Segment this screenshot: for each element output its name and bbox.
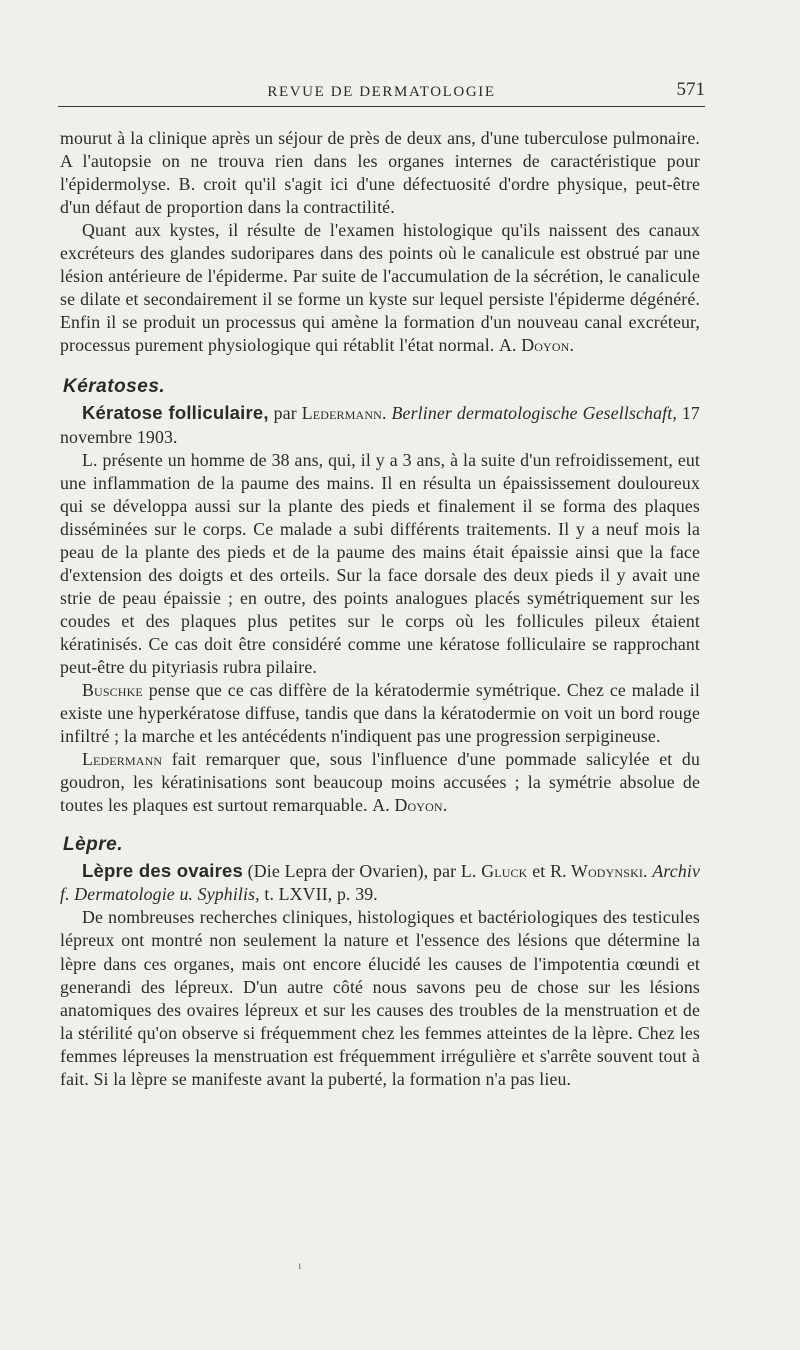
volume-ref: t. LXVII, p. 39. — [264, 884, 378, 905]
paragraph — [60, 748, 700, 817]
journal: Archiv f. Dermatologie u. Syphilis, — [60, 861, 700, 905]
signature: A. Doyon. — [372, 795, 448, 816]
author: L. Gluck — [460, 861, 528, 882]
person-name: Ledermann — [82, 749, 163, 770]
page-number: 571 — [676, 79, 705, 100]
signature: A. Doyon. — [499, 335, 575, 356]
paragraph — [60, 219, 700, 357]
section-heading-lepre: Lèpre. — [63, 834, 124, 856]
article-title: Kératose folliculaire, — [82, 402, 269, 424]
page-header — [58, 80, 705, 107]
running-title: REVUE DE DERMATOLOGIE — [267, 84, 496, 100]
paragraph — [60, 679, 700, 748]
subtitle: (Die Lepra der Ovarien), par — [247, 861, 457, 882]
article-title: Lèpre des ovaires — [82, 860, 243, 882]
paragraph: mourut à la clinique après un séjour de près de deux ans, d'une tuberculose pulmonaire. A l'autopsie on ne trouva rien dans les organes internes de caractéristique pour l'épidermolyse. B. croit qu'il s'agit ici d'une défectuosité d'ordre physique, peut-être d'un défaut de proportion dans la contractilité. — [60, 128, 700, 218]
person-name: Buschke — [82, 680, 143, 701]
by-word: par — [273, 403, 297, 424]
and-word: et — [532, 861, 546, 882]
author: R. Wodynski. — [550, 861, 648, 882]
page-mark: ı — [298, 1258, 302, 1272]
paragraph-text: Quant aux kystes, il résulte de l'examen histologique qu'ils naissent des canaux excréteurs des glandes sudoripares dans des points où le canalicule est obstrué par une lésion antérieure de l'épiderme. Par suite de l'accumulation de la sécrétion, le canalicule se dilate et secondairement il se forme un kyste sur lequel persiste l'épiderme dégénéré. Enfin il se produit un processus qui amène la formation d'un nouveau canal excréteur, processus purement physiologique qui rétablit l'état normal. — [60, 220, 700, 356]
section-heading-keratoses: Kératoses. — [63, 376, 166, 398]
article-body — [60, 127, 700, 1091]
paragraph-text: pense que ce cas diffère de la kératodermie symétrique. Chez ce malade il existe une hyperkératose diffuse, tandis que dans la kératodermie on voit un bord rouge infiltré ; la marche et les antécédents n'indiquent pas une progression serpigineuse. — [60, 680, 700, 747]
author: Ledermann. — [301, 403, 387, 424]
paragraph: De nombreuses recherches cliniques, histologiques et bactériologiques des testicules lépreux ont montré non seulement la nature et l'essence des lésions que détermine la lèpre dans ces organes, mais ont encore élucidé les causes de l'impotentia cœundi et generandi des lépreux. D'un autre côté nous savons peu de chose sur les lésions anatomiques des ovaires lépreux et sur les causes des troubles de la menstruation et de la stérilité qu'on observe si fréquemment chez les femmes atteintes de la lèpre. Chez les femmes lépreuses la menstruation est fréquemment irrégulière et s'arrête souvent tout à fait. Si la lèpre se manifeste avant la puberté, la formation n'a pas lieu. — [60, 907, 700, 1089]
paragraph-text: fait remarquer que, sous l'influence d'une pommade salicylée et du goudron, les kératinisations sont beaucoup moins accusées ; la symétrie absolue de toutes les plaques est surtout remarquable. — [60, 749, 700, 816]
paragraph: L. présente un homme de 38 ans, qui, il y a 3 ans, à la suite d'un refroidissement, eut une inflammation de la paume des mains. Il en résulta un épaississement douloureux qui se développa aussi sur la plante des pieds et finalement il se forma des plaques disséminées sur le corps. Ce malade a subi différents traitements. Il y a neuf mois la peau de la plante des pieds et de la paume des mains était épaissie ainsi que la face d'extension des doigts et des orteils. Sur la face dorsale des deux pieds il y avait une strie de peau épaissie ; en outre, des points analogues placés symétriquement sur les coudes et des plaques plus petites sur le corps où les follicules pileux étaient kératinisés. Ce cas doit être considéré comme une kératose folliculaire se rapprochant peut-être du pityriasis rubra pilaire. — [60, 449, 700, 677]
reference — [60, 859, 700, 906]
reference — [60, 401, 700, 448]
date: 17 novembre 1903. — [60, 403, 700, 447]
journal: Berliner dermatologische Gesellschaft, — [391, 403, 677, 424]
